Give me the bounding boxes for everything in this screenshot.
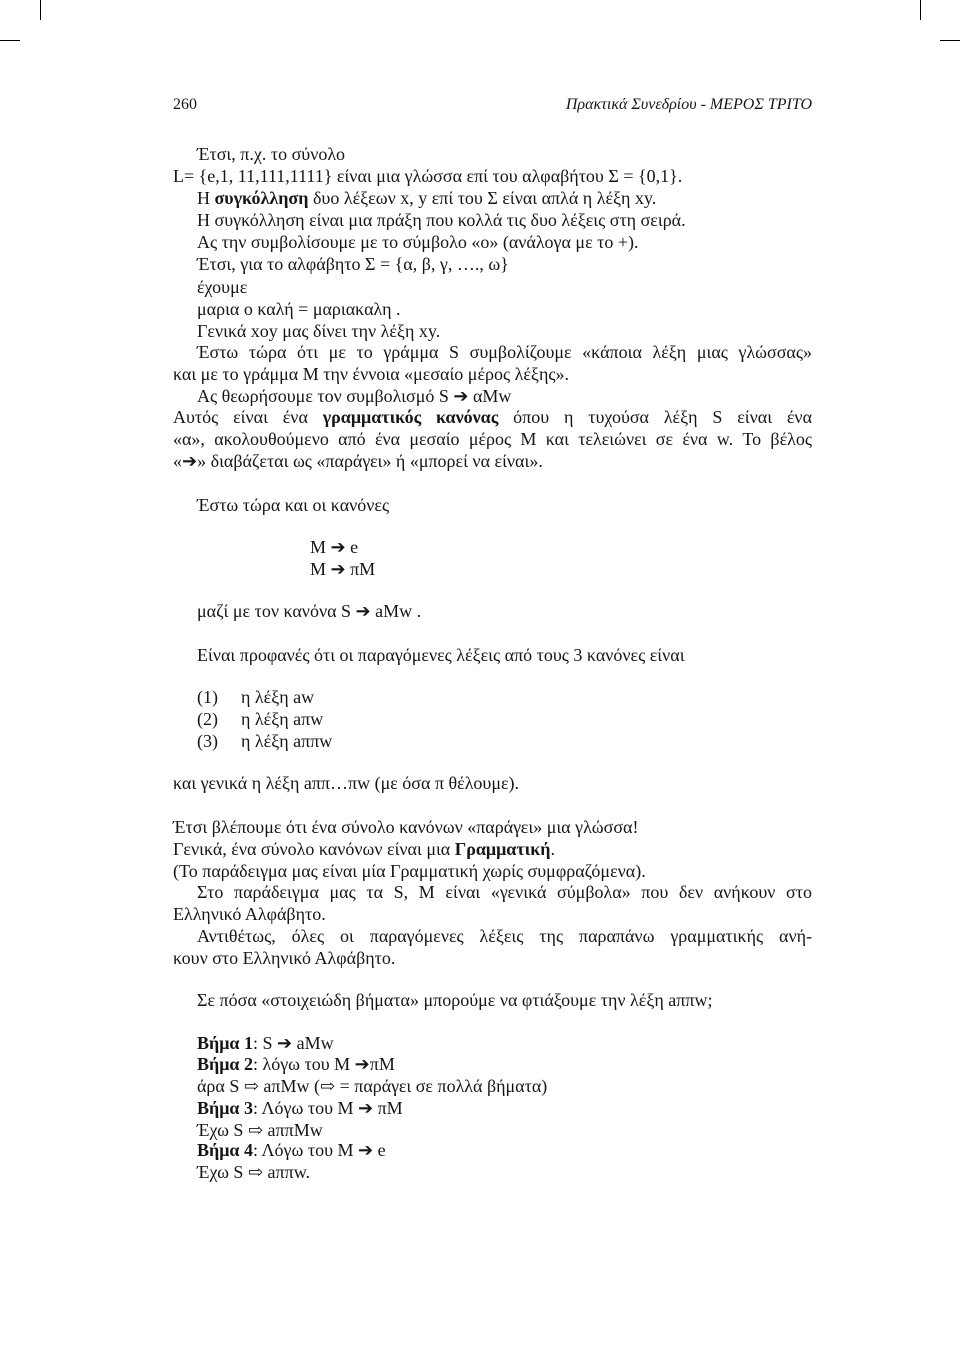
step-line [197,1097,403,1119]
text-line [173,947,395,969]
step-text: : Λόγω του M ➔ πM [252,1098,403,1118]
text-span: Ας θεωρήσουμε τον συμβολισμό S ➔ αMw [197,386,512,406]
text-span: Έτσι βλέπουμε ότι ένα σύνολο κανόνων «παράγει» μια γλώσσα! [173,817,639,837]
running-title: Πρακτικά Συνεδρίου - ΜΕΡΟΣ ΤΡΙΤΟ [565,96,812,113]
text-line [197,253,509,275]
list-number: (2) [197,709,218,729]
list-item [197,708,324,730]
rule-line: M ➔ πM [310,559,376,579]
step-text: Έχω S ⇨ aππMw [197,1120,323,1140]
step-text: Έχω S ⇨ aππw. [197,1162,311,1182]
step-text: : S ➔ aMw [252,1033,334,1053]
text-span: Η [197,188,215,208]
text-span: Γενικά, ένα σύνολο κανόνων είναι μια [173,839,455,859]
list-item [197,730,333,752]
bold-term: Γραμματική [454,839,551,859]
text-line [173,816,638,838]
text-span: Έστω τώρα ότι με το γράμμα S συμβολίζουμε «κάποια λέξη μιας γλώσσας» [197,342,812,362]
text-span: . [550,839,555,859]
text-line [197,341,812,363]
text-line [173,860,646,882]
step-line [197,1075,547,1097]
text-span: «α», ακολουθούμενο από ένα μεσαίο μέρος Μ και τελειώνει σε ένα w. Το βέλος [173,429,812,449]
text-span: «➔» διαβάζεται ως «παράγει» ή «μπορεί να είναι». [173,451,543,471]
step-text: άρα S ⇨ aπMw (⇨ = παράγει σε πολλά βήματα) [197,1076,548,1096]
text-span: L= {e,1, 11,111,1111} είναι μια γλώσσα επί του αλφαβήτου Σ = {0,1}. [173,166,683,186]
list-number: (1) [197,687,218,707]
text-span: Ελληνικό Αλφάβητο. [173,904,326,924]
text-span: Αντιθέτως, όλες οι παραγόμενες λέξεις της παραπάνω γραμματικής ανή- [197,926,812,946]
text-line [173,165,682,187]
text-line [173,450,543,472]
step-line [197,1161,310,1183]
crop-mark-top-right-vertical [920,0,921,20]
text-line [197,385,511,407]
text-span: Αυτός είναι ένα [173,407,323,427]
step-text: : Λόγω του M ➔ e [252,1140,386,1160]
text-line [197,209,686,231]
text-span: δυο λέξεων x, y επί του Σ είναι απλά η λέξη xy. [308,188,657,208]
text-span: κουν στο Ελληνικό Αλφάβητο. [173,948,396,968]
text-line [197,143,345,165]
question-line: Σε πόσα «στοιχειώδη βήματα» μπορούμε να φτιάξουμε την λέξη aππw; [197,990,713,1010]
step-line [197,1139,386,1161]
text-line [173,428,812,450]
derived-intro: Είναι προφανές ότι οι παραγόμενες λέξεις από τους 3 κανόνες είναι [197,645,685,665]
text-span: Η συγκόλληση είναι μια πράξη που κολλά τις δυο λέξεις στη σειρά. [197,210,686,230]
text-line [197,231,639,253]
page-number: 260 [173,96,197,113]
crop-mark-top-left-vertical [40,0,41,20]
text-span: (Το παράδειγμα μας είναι μία Γραμματική χωρίς συμφραζόμενα). [173,861,646,881]
list-item [197,686,315,708]
text-span: όπου η τυχούσα λέξη S είναι ένα [498,407,812,427]
step-label: Βήμα 2 [197,1054,253,1074]
step-label: Βήμα 4 [197,1140,253,1160]
text-line [173,406,812,428]
text-line [197,298,400,320]
step-line [197,1032,334,1054]
text-span: Έτσι, για το αλφάβητο Σ = {α, β, γ, …., ω} [197,254,509,274]
step-line [197,1053,395,1075]
text-span: και με το γράμμα Μ την έννοια «μεσαίο μέρος λέξης». [173,364,569,384]
text-line [197,187,656,209]
text-span: έχουμε [197,277,248,297]
text-span: Ας την συμβολίσουμε με το σύμβολο «ο» (ανάλογα με το +). [197,232,639,252]
list-text: η λέξη aπw [241,709,324,729]
step-text: : λόγω του M ➔πM [252,1054,395,1074]
bold-term: γραμματικός κανόνας [322,407,499,427]
text-span: Έτσι, π.χ. το σύνολο [197,144,346,164]
step-label: Βήμα 1 [197,1033,253,1053]
text-line [197,276,247,298]
text-line [197,320,440,342]
step-line [197,1119,323,1141]
text-span: μαρια ο καλή = μαριακαλη . [197,299,401,319]
list-number: (3) [197,731,218,751]
with-rule-line: μαζί με τον κανόνα S ➔ aMw . [197,601,422,621]
crop-mark-top-left-horizontal [0,40,20,41]
text-line [173,903,326,925]
crop-mark-top-right-horizontal [940,40,960,41]
rule-line: M ➔ e [310,537,359,557]
text-line [197,881,812,903]
bold-term: συγκόλληση [214,188,309,208]
rules-intro: Έστω τώρα και οι κανόνες [197,495,390,515]
text-line [197,925,812,947]
text-span: Στο παράδειγμα μας τα S, M είναι «γενικά σύμβολα» που δεν ανήκουν στο [197,882,812,902]
list-text: η λέξη aππw [241,731,333,751]
general-word-line: και γενικά η λέξη aππ…πw (με όσα π θέλουμε). [173,773,520,793]
step-label: Βήμα 3 [197,1098,253,1118]
text-line [173,363,569,385]
list-text: η λέξη aw [241,687,315,707]
text-line [173,838,555,860]
text-span: Γενικά xoy μας δίνει την λέξη xy. [197,321,441,341]
